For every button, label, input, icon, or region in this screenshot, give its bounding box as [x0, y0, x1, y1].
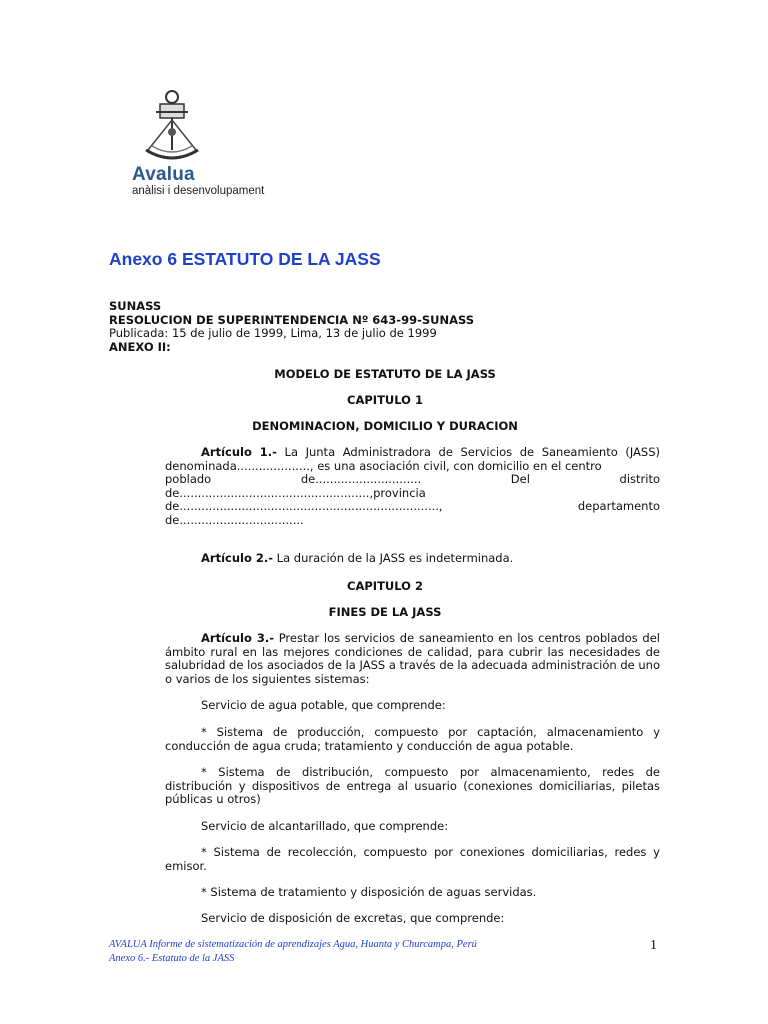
item-excretas-text: Servicio de disposición de excretas, que comprende:	[201, 911, 505, 925]
article-2	[165, 552, 660, 566]
page-footer	[109, 938, 477, 965]
resolution-number: RESOLUCION DE SUPERINTENDENCIA Nº 643-99-SUNASS	[109, 312, 475, 327]
item-tratamiento	[165, 886, 660, 900]
article-3-label: Artículo 3.-	[201, 631, 275, 645]
article-1-line6: de..................................	[165, 512, 304, 527]
article-3	[165, 632, 660, 686]
art1-departamento: departamento	[577, 499, 660, 513]
item-agua-potable-text: Servicio de agua potable, que comprende:	[201, 698, 446, 712]
item-alcantarillado-text: Servicio de alcantarillado, que comprende:	[201, 819, 449, 833]
item-produccion	[165, 726, 660, 753]
item-excretas	[165, 912, 660, 926]
item-alcantarillado	[165, 820, 660, 834]
art1-del: Del	[510, 472, 530, 486]
chapter1-title: DENOMINACION, DOMICILIO Y DURACION	[252, 419, 518, 433]
item-agua-potable	[165, 699, 660, 713]
chapter1-heading: CAPITULO 1	[347, 393, 423, 407]
article-1-line3	[165, 473, 660, 487]
art1-de: de.............................	[300, 472, 422, 486]
page-number: 1	[650, 938, 657, 953]
article-1-line4: de....................................................,provincia	[165, 485, 426, 500]
annex-label: ANEXO II:	[109, 339, 171, 354]
item-distribucion	[165, 766, 660, 807]
chapter2-heading: CAPITULO 2	[347, 579, 423, 593]
footer-line-1: AVALUA Informe de sistematización de aprendizajes Agua, Huanta y Churcampa, Perú	[109, 939, 477, 950]
item-recoleccion-text: * Sistema de recolección, compuesto por conexiones domiciliarias, redes y emisor.	[165, 845, 660, 873]
avalua-logo	[108, 88, 268, 228]
article-1	[165, 446, 660, 527]
logo-name: Avalua	[132, 164, 195, 185]
item-distribucion-text: * Sistema de distribución, compuesto por almacenamiento, redes de distribución y dispositivos de entrega al usuario (conexiones domiciliarias, piletas públicas u otros)	[165, 765, 660, 806]
item-produccion-text: * Sistema de producción, compuesto por captación, almacenamiento y conducción de agua cruda; tratamiento y conducción de agua potable.	[165, 725, 660, 753]
chapter2-title: FINES DE LA JASS	[328, 605, 442, 619]
logo-tagline: anàlisi i desenvolupament	[132, 185, 265, 197]
article-2-label: Artículo 2.-	[201, 551, 274, 565]
art1-poblado: poblado	[165, 472, 212, 486]
document-title: Anexo 6 ESTATUTO DE LA JASS	[109, 249, 381, 269]
article-3-text: Prestar los servicios de saneamiento en los centros poblados del ámbito rural en las mejores condiciones de calidad, para cubrir las necesidades de salubridad de los asociados de la JASS a través de la adecuada administración de uno o varios de los siguientes sistemas:	[165, 631, 660, 686]
sextant-icon	[138, 88, 208, 166]
article-1-line5	[165, 500, 660, 514]
org-name: SUNASS	[109, 299, 162, 313]
art1-provincia-blank: de.......................................................................,	[165, 499, 443, 513]
publication-line: Publicada: 15 de julio de 1999, Lima, 13 de julio de 1999	[109, 326, 437, 340]
model-heading: MODELO DE ESTATUTO DE LA JASS	[274, 367, 496, 381]
footer-line-2: Anexo 6.- Estatuto de la JASS	[109, 952, 235, 964]
article-1-label: Artículo 1.-	[201, 445, 277, 459]
article-2-text: La duración de la JASS es indeterminada.	[276, 551, 514, 565]
art1-distrito: distrito	[619, 472, 660, 486]
article-1-text: La Junta Administradora de Servicios de Saneamiento (JASS) denominada...................., es una asociación civil, con domicilio en el centro	[165, 445, 660, 473]
item-recoleccion	[165, 846, 660, 873]
resolution-header	[109, 300, 474, 354]
item-tratamiento-text: * Sistema de tratamiento y disposición de aguas servidas.	[201, 885, 537, 899]
